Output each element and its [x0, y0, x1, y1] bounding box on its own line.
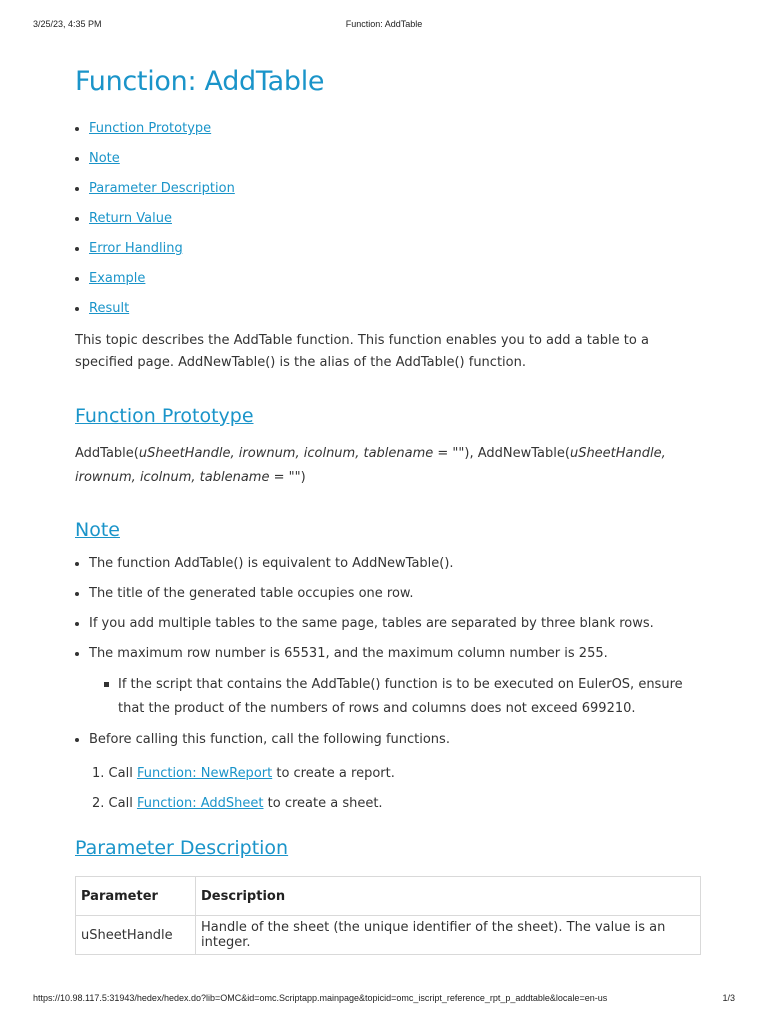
step-suffix: to create a sheet. [263, 796, 383, 811]
toc-item [75, 120, 701, 138]
note-item: If you add multiple tables to the same page, tables are separated by three blank rows. [75, 613, 701, 635]
print-page-title: Function: AddTable [345, 19, 423, 29]
toc-item [75, 270, 701, 288]
prototype-fn1: AddTable( [75, 446, 139, 461]
section-heading-note: Note [75, 519, 120, 541]
column-header-description: Description [196, 877, 701, 916]
step-item [92, 763, 701, 785]
prototype-mid: ), AddNewTable( [464, 446, 570, 461]
link-function-newreport[interactable]: Function: NewReport [136, 766, 273, 781]
print-header [0, 19, 768, 31]
prototype-end: ) [300, 470, 306, 485]
step-item [92, 793, 701, 815]
page-title: Function: AddTable [75, 66, 325, 97]
toc-item [75, 210, 701, 228]
parameter-name-cell: uSheetHandle [76, 916, 196, 955]
prototype-args1: uSheetHandle, irownum, icolnum, tablename = "" [138, 446, 465, 461]
print-page-number: 1/3 [722, 993, 735, 1003]
toc-link-error-handling[interactable]: Error Handling [89, 241, 183, 256]
prerequisite-steps [75, 763, 701, 815]
note-item: The function AddTable() is equivalent to AddNewTable(). [75, 553, 701, 575]
toc-item [75, 150, 701, 168]
note-item [75, 643, 701, 721]
table-header-row [76, 877, 701, 916]
section-heading-parameter-description: Parameter Description [75, 837, 289, 859]
table-row [76, 916, 701, 955]
note-item-text: The maximum row number is 65531, and the maximum column number is 255. [89, 646, 608, 661]
note-item: Before calling this function, call the following functions. [75, 729, 701, 751]
toc-item [75, 240, 701, 258]
parameter-table [75, 876, 701, 955]
note-subitem: If the script that contains the AddTable() function is to be executed on EulerOS, ensure that the product of the numbers of rows and columns does not exceed 699210. [104, 673, 701, 721]
section-heading-function-prototype: Function Prototype [75, 405, 254, 427]
step-suffix: to create a report. [272, 766, 395, 781]
function-prototype-text [75, 442, 701, 490]
step-number: 1. [92, 766, 105, 781]
step-prefix: Call [108, 766, 137, 781]
toc-item [75, 180, 701, 198]
prototype-args2: uSheetHandle, irownum, icolnum, tablename = "" [75, 446, 666, 485]
step-number: 2. [92, 796, 105, 811]
link-function-addsheet[interactable]: Function: AddSheet [136, 796, 264, 811]
toc-link-parameter-description[interactable]: Parameter Description [89, 181, 235, 196]
table-of-contents [75, 120, 701, 318]
toc-link-function-prototype[interactable]: Function Prototype [89, 121, 212, 136]
toc-link-return-value[interactable]: Return Value [89, 211, 172, 226]
toc-link-note[interactable]: Note [89, 151, 120, 166]
print-url: https://10.98.117.5:31943/hedex/hedex.do?lib=OMC&id=omc.Scriptapp.mainpage&topicid=omc_iscript_reference_rpt_p_addtable&locale=en-us [33, 993, 608, 1003]
note-sublist [89, 673, 701, 721]
toc-link-example[interactable]: Example [89, 271, 146, 286]
column-header-parameter: Parameter [76, 877, 196, 916]
print-datetime: 3/25/23, 4:35 PM [33, 19, 102, 29]
note-item: The title of the generated table occupies one row. [75, 583, 701, 605]
intro-paragraph: This topic describes the AddTable function. This function enables you to add a table to a specified page. AddNewTable() is the alias of the AddTable() function. [75, 333, 649, 370]
step-prefix: Call [108, 796, 137, 811]
document-content [75, 62, 701, 955]
toc-item [75, 300, 701, 318]
note-list [75, 553, 701, 751]
print-footer [0, 993, 768, 1005]
toc-link-result[interactable]: Result [89, 301, 130, 316]
parameter-description-cell: Handle of the sheet (the unique identifier of the sheet). The value is an integer. [196, 916, 701, 955]
